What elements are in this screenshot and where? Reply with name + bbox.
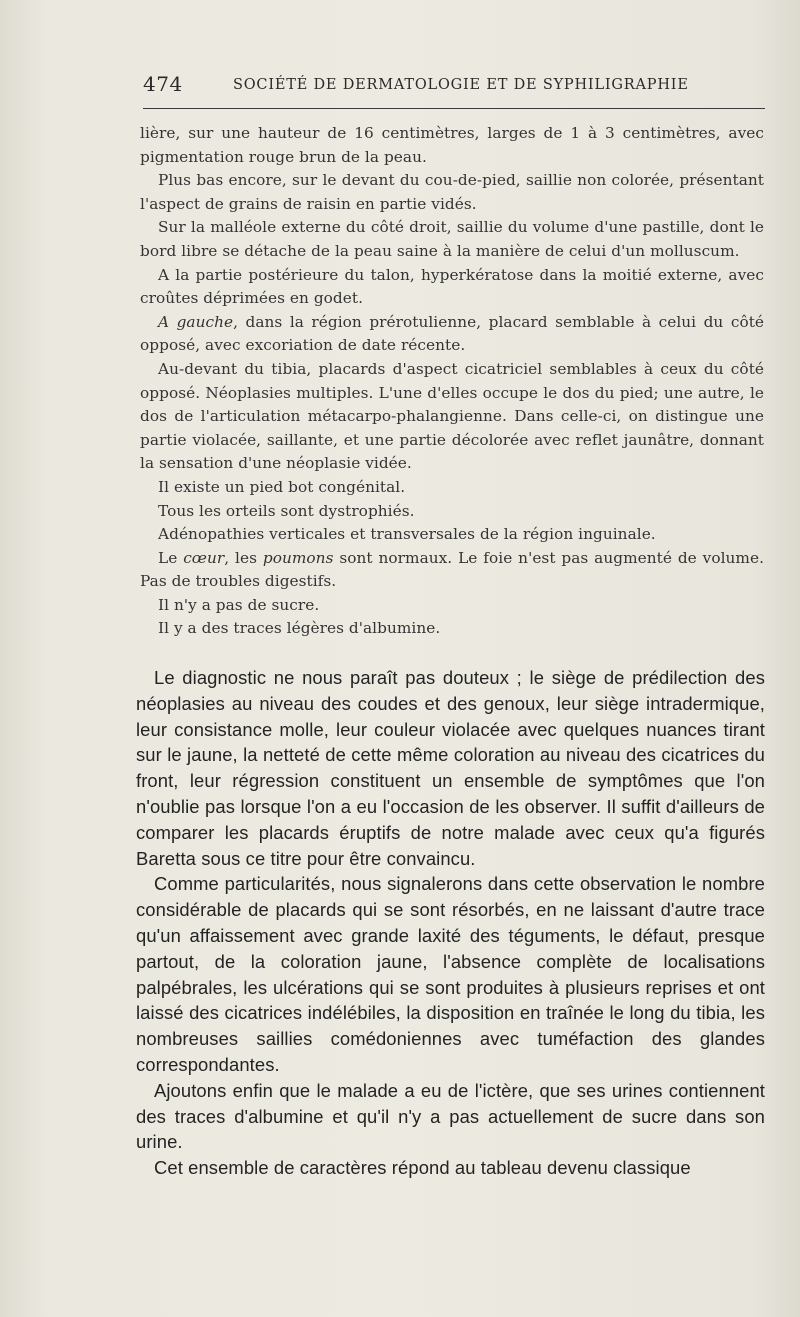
- header-rule: [143, 108, 765, 109]
- case-paragraph: [140, 311, 764, 358]
- case-paragraph: Il n'y a pas de sucre.: [158, 595, 320, 614]
- paragraph-text: , les: [224, 548, 263, 567]
- paragraph-text: sont normaux. Le foie n'est pas augmenté de volume. Pas de troubles digestifs.: [140, 548, 764, 591]
- page-header: [143, 72, 765, 98]
- discussion-paragraph: Cet ensemble de caractères répond au tableau devenu classique: [154, 1157, 691, 1179]
- running-title: SOCIÉTÉ DE DERMATOLOGIE ET DE SYPHILIGRAPHIE: [233, 77, 689, 93]
- case-paragraph-continued: lière, sur une hauteur de 16 centimètres, larges de 1 à 3 centimètres, avec pigmentation rouge brun de la peau.: [140, 124, 764, 166]
- page-number: 474: [143, 72, 183, 96]
- italic-term: cœur: [183, 548, 225, 567]
- case-paragraph: A la partie postérieure du talon, hyperkératose dans la moitié externe, avec croûtes déprimées en godet.: [140, 265, 764, 308]
- discussion-text: [136, 665, 765, 1181]
- case-paragraph: Au-devant du tibia, placards d'aspect cicatriciel semblables à ceux du côté opposé. Néoplasies multiples. L'une d'elles occupe le dos du pied; une autre, le dos de l'articulation métacarpo-phalangienne. Dans celle-ci, on distingue une partie violacée, saillante, et une partie décolorée avec reflet jaunâtre, donnant la sensation d'une néoplasie vidée.: [140, 359, 764, 473]
- paragraph-text: , dans la région prérotulienne, placard semblable à celui du côté opposé, avec excoriation de date récente.: [140, 312, 764, 355]
- case-paragraph: Sur la malléole externe du côté droit, saillie du volume d'une pastille, dont le bord libre se détache de la peau saine à la manière de celui d'un molluscum.: [140, 218, 764, 260]
- italic-term: poumons: [262, 548, 334, 567]
- case-notes: [140, 122, 764, 641]
- case-paragraph: Tous les orteils sont dystrophiés.: [158, 501, 415, 520]
- case-paragraph: Il existe un pied bot congénital.: [158, 477, 406, 496]
- discussion-paragraph: Le diagnostic ne nous paraît pas douteux ; le siège de prédilection des néoplasies au niveau des coudes et des genoux, leur siège intradermique, leur consistance molle, leur couleur violacée avec quelques nuances tirant sur le jaune, la netteté de cette même coloration au niveau des cicatrices du front, leur régression constituent un ensemble de symptômes que l'on n'oublie pas lorsque l'on a eu l'occasion de les observer. Il suffit d'ailleurs de comparer les placards éruptifs de notre malade avec ceux qu'a figurés Baretta sous ce titre pour être convaincu.: [136, 667, 765, 869]
- case-paragraph: Plus bas encore, sur le devant du cou-de-pied, saillie non colorée, présentant l'aspect de grains de raisin en partie vidés.: [140, 171, 764, 213]
- case-paragraph: Il y a des traces légères d'albumine.: [158, 619, 441, 638]
- italic-term: A gauche: [158, 312, 234, 331]
- discussion-paragraph: Comme particularités, nous signalerons dans cette observation le nombre considérable de placards qui se sont résorbés, en ne laissant d'autre trace qu'un affaissement avec grande laxité des téguments, le défaut, presque partout, de la coloration jaune, l'absence complète de localisations palpébrales, les ulcérations qui se sont produites à plusieurs reprises et ont laissé des cicatrices indélébiles, la disposition en traînée le long du tibia, les nombreuses saillies comédoniennes avec tuméfaction des glandes correspondantes.: [136, 873, 765, 1075]
- paragraph-text: Le: [158, 548, 184, 567]
- case-paragraph: Adénopathies verticales et transversales de la région inguinale.: [158, 525, 656, 544]
- case-paragraph: [140, 547, 764, 594]
- discussion-paragraph: Ajoutons enfin que le malade a eu de l'ictère, que ses urines contiennent des traces d'albumine et qu'il n'y a pas actuellement de sucre dans son urine.: [136, 1079, 765, 1153]
